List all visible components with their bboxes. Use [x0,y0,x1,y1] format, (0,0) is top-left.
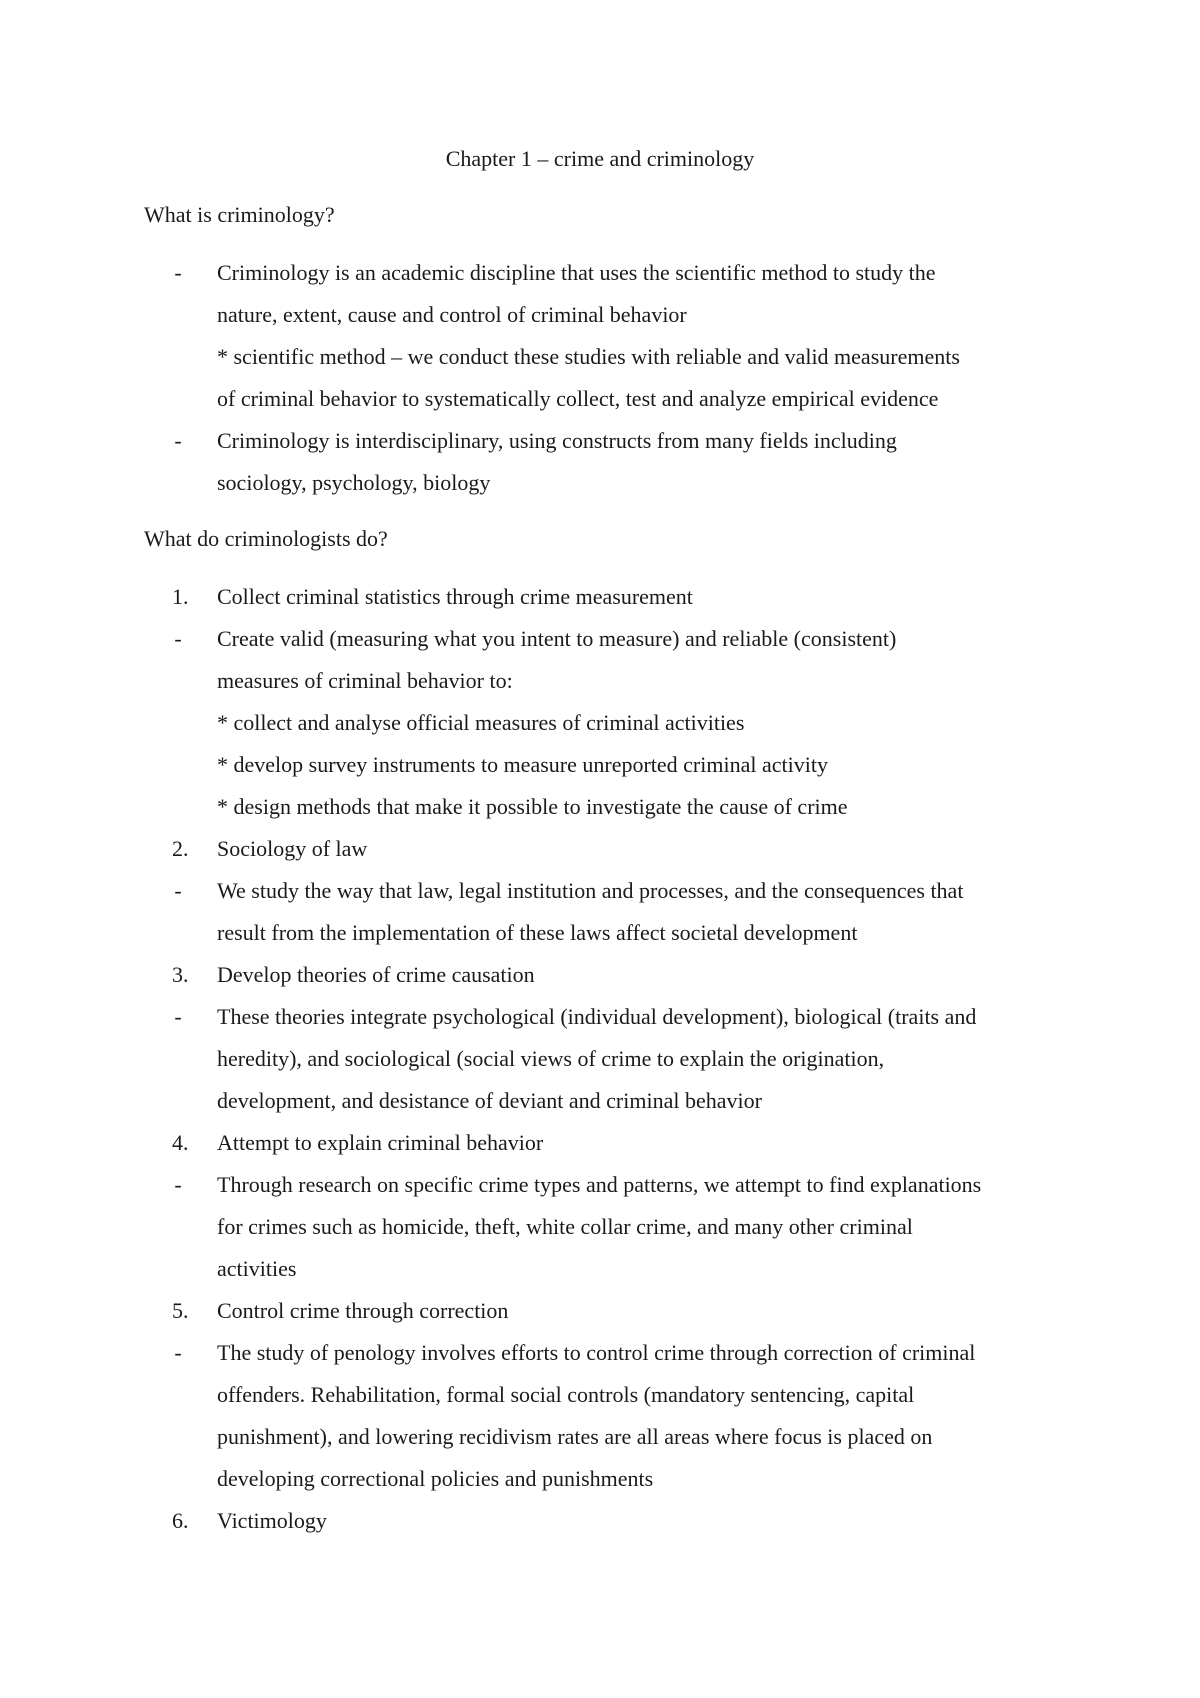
paragraph-line: sociology, psychology, biology [217,470,491,495]
paragraph-line: The study of penology involves efforts to control crime through correction of criminal [217,1340,976,1365]
paragraph-line: measures of criminal behavior to: [217,668,513,693]
paragraph-line: activities [217,1256,297,1281]
bullet-marker: - [174,1172,182,1197]
list-item-label: Control crime through correction [217,1298,509,1323]
paragraph-line: * develop survey instruments to measure unreported criminal activity [217,752,828,777]
paragraph-line: development, and desistance of deviant and criminal behavior [217,1088,762,1113]
bullet-marker: - [174,1004,182,1029]
section-heading: What is criminology? [144,202,335,227]
list-item-label: Develop theories of crime causation [217,962,535,987]
list-number: 3. [172,962,189,987]
paragraph-line: We study the way that law, legal institution and processes, and the consequences that [217,878,964,903]
paragraph-line: punishment), and lowering recidivism rates are all areas where focus is placed on [217,1424,933,1449]
paragraph-line: heredity), and sociological (social views of crime to explain the origination, [217,1046,885,1071]
paragraph-line: * design methods that make it possible to investigate the cause of crime [217,794,848,819]
bullet-marker: - [174,626,182,651]
list-number: 1. [172,584,189,609]
list-number: 4. [172,1130,189,1155]
list-item-label: Sociology of law [217,836,368,861]
paragraph-line: Criminology is an academic discipline that uses the scientific method to study the [217,260,936,285]
paragraph-line: for crimes such as homicide, theft, white collar crime, and many other criminal [217,1214,913,1239]
paragraph-line: Criminology is interdisciplinary, using constructs from many fields including [217,428,897,453]
section-heading: What do criminologists do? [144,526,388,551]
list-item-label: Victimology [217,1508,327,1533]
paragraph-line: Create valid (measuring what you intent to measure) and reliable (consistent) [217,626,897,651]
list-number: 2. [172,836,189,861]
bullet-marker: - [174,428,182,453]
paragraph-line: * collect and analyse official measures of criminal activities [217,710,745,735]
paragraph-line: developing correctional policies and punishments [217,1466,654,1491]
bullet-marker: - [174,878,182,903]
paragraph-line: These theories integrate psychological (individual development), biological (traits and [217,1004,977,1029]
bullet-marker: - [174,260,182,285]
paragraph-line: Through research on specific crime types and patterns, we attempt to find explanations [217,1172,982,1197]
list-item-label: Attempt to explain criminal behavior [217,1130,544,1155]
paragraph-line: result from the implementation of these laws affect societal development [217,920,858,945]
list-number: 6. [172,1508,189,1533]
paragraph-line: of criminal behavior to systematically collect, test and analyze empirical evidence [217,386,939,411]
bullet-marker: - [174,1340,182,1365]
page-title: Chapter 1 – crime and criminology [445,146,755,171]
list-number: 5. [172,1298,189,1323]
paragraph-line: nature, extent, cause and control of criminal behavior [217,302,687,327]
paragraph-line: * scientific method – we conduct these studies with reliable and valid measurements [217,344,960,369]
paragraph-line: offenders. Rehabilitation, formal social controls (mandatory sentencing, capital [217,1382,915,1407]
list-item-label: Collect criminal statistics through crime measurement [217,584,693,609]
